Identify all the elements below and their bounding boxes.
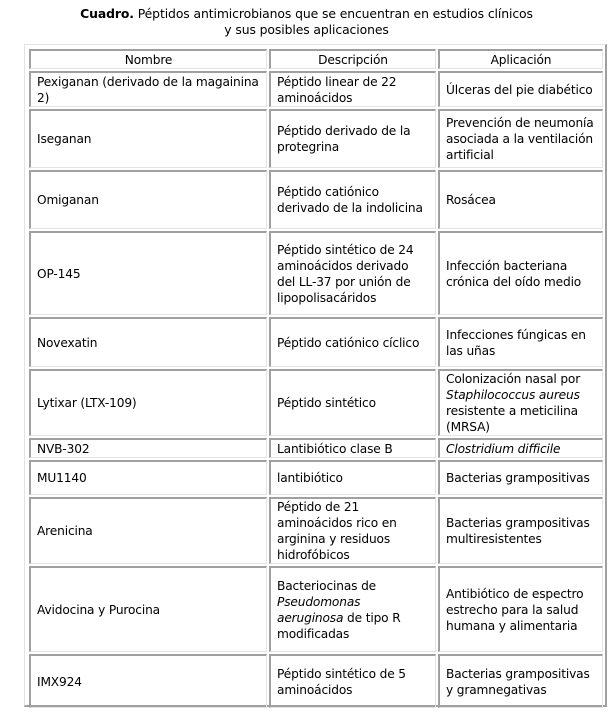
table-row [29, 497, 603, 564]
cell-name: Arenicina [29, 497, 267, 564]
table-caption [0, 6, 613, 38]
table-row [29, 170, 603, 229]
cell-description: Péptido de 21 aminoácidos rico en arginina y residuos hidrofóbicos [269, 497, 436, 564]
peptides-table-frame [24, 44, 607, 707]
table-row [29, 654, 603, 708]
caption-title: Péptidos antimicrobianos que se encuentran en estudios clínicos [137, 6, 533, 21]
cell-name: Iseganan [29, 109, 267, 168]
cell-description: Péptido sintético de 24 aminoácidos derivado del LL-37 por unión de lipopolisacáridos [269, 231, 436, 315]
description-text: de tipo R modificadas [277, 610, 401, 641]
cell-description: Péptido derivado de la protegrina [269, 109, 436, 168]
cell-description: Péptido linear de 22 aminoácidos [269, 71, 436, 107]
cell-name: Lytixar (LTX-109) [29, 369, 267, 436]
cell-application: Infección bacteriana crónica del oído medio [438, 231, 603, 315]
cell-application: Infecciones fúngicas en las uñas [438, 317, 603, 367]
cell-name: Avidocina y Purocina [29, 566, 267, 652]
cell-application: Úlceras del pie diabético [438, 71, 603, 107]
table-row [29, 566, 603, 652]
header-nombre: Nombre [29, 49, 267, 69]
table-row [29, 438, 603, 458]
header-descripcion: Descripción [269, 49, 436, 69]
cell-application: Prevención de neumonía asociada a la ventilación artificial [438, 109, 603, 168]
cell-application: Rosácea [438, 170, 603, 229]
species-name: Clostridium difficile [446, 441, 561, 456]
caption-line-1 [0, 6, 613, 22]
cell-description: lantibiótico [269, 460, 436, 495]
caption-label: Cuadro. [80, 6, 134, 21]
cell-description: Péptido catiónico cíclico [269, 317, 436, 367]
table-row [29, 460, 603, 495]
cell-description [269, 566, 436, 652]
cell-name: MU1140 [29, 460, 267, 495]
species-name: Staphilococcus aureus [446, 388, 580, 402]
species-name: Pseudomonas aeruginosa [277, 594, 361, 625]
application-text: resistente a meticilina (MRSA) [446, 404, 578, 434]
cell-description: Lantibiótico clase B [269, 438, 436, 458]
caption-line-2: y sus posibles aplicaciones [224, 22, 389, 37]
table-row [29, 317, 603, 367]
description-text: Bacteriocinas de [277, 578, 376, 593]
cell-application: Bacterias grampositivas y gramnegativas [438, 654, 603, 708]
peptides-table [27, 47, 605, 710]
cell-name: IMX924 [29, 654, 267, 708]
cell-name: Novexatin [29, 317, 267, 367]
table-row [29, 71, 603, 107]
table-header-row [29, 49, 603, 69]
cell-description: Péptido catiónico derivado de la indolicina [269, 170, 436, 229]
cell-application: Antibiótico de espectro estrecho para la salud humana y alimentaria [438, 566, 603, 652]
cell-name: OP-145 [29, 231, 267, 315]
header-aplicacion: Aplicación [438, 49, 603, 69]
table-row [29, 231, 603, 315]
cell-description: Péptido sintético de 5 aminoácidos [269, 654, 436, 708]
cell-name: Omiganan [29, 170, 267, 229]
cell-application [438, 438, 603, 458]
cell-description: Péptido sintético [269, 369, 436, 436]
cell-application: Bacterias grampositivas [438, 460, 603, 495]
cell-application [438, 369, 603, 436]
table-row [29, 369, 603, 436]
cell-name: NVB-302 [29, 438, 267, 458]
cell-name: Pexiganan (derivado de la magainina 2) [29, 71, 267, 107]
application-text: Colonización nasal por [446, 372, 581, 386]
table-row [29, 109, 603, 168]
cell-application: Bacterias grampositivas multiresistentes [438, 497, 603, 564]
